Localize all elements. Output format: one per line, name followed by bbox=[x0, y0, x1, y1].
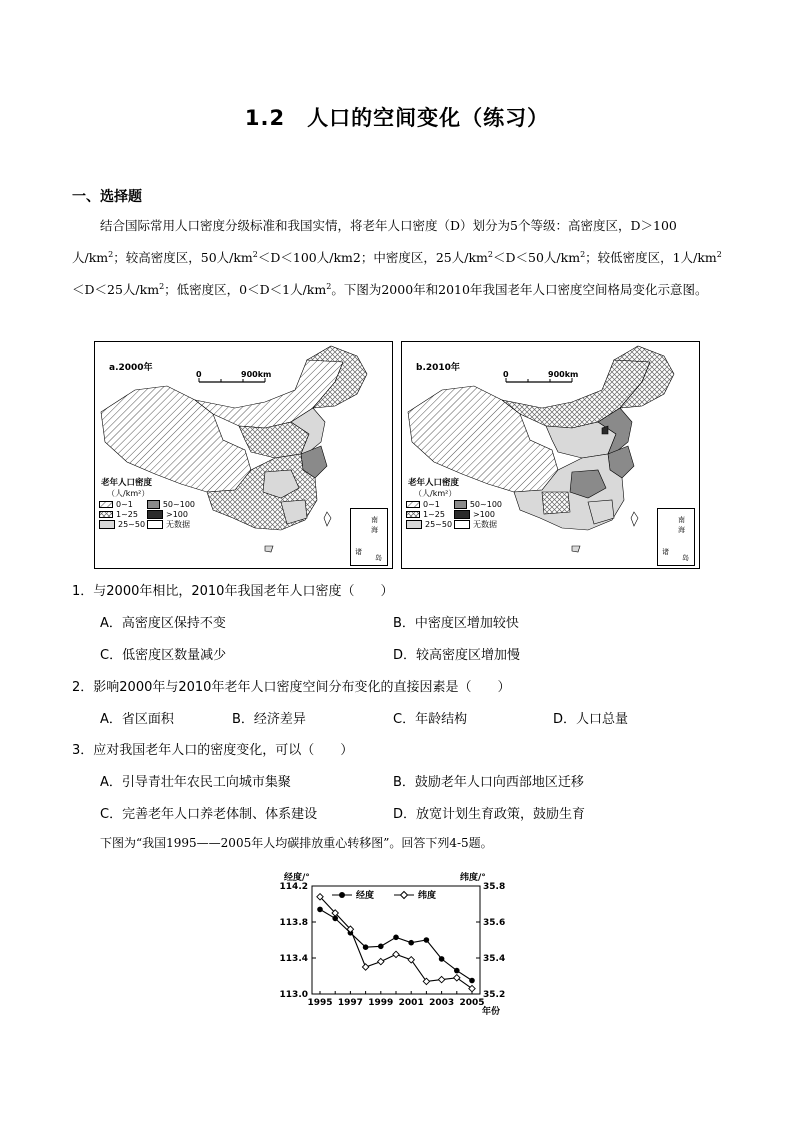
legend-swatch-white bbox=[147, 520, 163, 529]
legend-swatch-black bbox=[454, 510, 470, 519]
question-3-stem: 3．应对我国老年人口的密度变化，可以（ ） bbox=[72, 743, 354, 758]
data-point-filled bbox=[469, 978, 475, 984]
intro-sup-5: 2 bbox=[716, 249, 722, 259]
y-tick-label-left: 114.2 bbox=[279, 882, 308, 892]
legend-label: 无数据 bbox=[166, 519, 190, 529]
inset-label: 海 bbox=[371, 526, 378, 534]
intro-text-3: ＜D＜100人/km2；中密度区，25人/km bbox=[257, 250, 488, 265]
x-tick-label: 1995 bbox=[307, 998, 333, 1008]
legend-unit: （人/km²） bbox=[414, 489, 457, 498]
legend-label: 25~50 bbox=[118, 519, 146, 529]
legend-swatch-dark bbox=[454, 500, 467, 509]
y-tick-label-right: 35.6 bbox=[483, 918, 506, 928]
section-heading: 一、选择题 bbox=[72, 189, 142, 205]
map-2000-scale-zero: 0 bbox=[196, 370, 202, 379]
inset-label: 岛 bbox=[682, 554, 689, 562]
legend-swatch-white bbox=[454, 520, 470, 529]
x-tick-label: 2003 bbox=[429, 998, 455, 1008]
intro-sup-3: 2 bbox=[487, 249, 493, 259]
chart-legend bbox=[332, 889, 436, 901]
data-point-open bbox=[393, 951, 399, 957]
y-tick-label-right: 35.2 bbox=[483, 990, 506, 1000]
intro-sup-1: 2 bbox=[108, 249, 114, 259]
legend-row bbox=[99, 509, 195, 519]
map-2000-scale-max: 900km bbox=[241, 370, 272, 379]
data-point-filled bbox=[363, 944, 369, 950]
legend-row bbox=[99, 519, 195, 529]
legend-label: 50~100 bbox=[469, 499, 502, 509]
q3-option-a[interactable]: A．引导青壮年农民工向城市集聚 bbox=[100, 775, 291, 790]
y-axis-label-right: 纬度/° bbox=[460, 873, 486, 883]
data-point-filled bbox=[454, 968, 460, 974]
series-line-纬度 bbox=[320, 897, 472, 989]
legend-unit: （人/km²） bbox=[107, 489, 150, 498]
legend-label: 1~25 bbox=[423, 509, 445, 519]
y-tick-label-left: 113.4 bbox=[279, 954, 308, 964]
data-point-filled bbox=[317, 907, 323, 913]
legend-marker-open bbox=[401, 892, 408, 899]
x-tick-label: 2001 bbox=[398, 998, 424, 1008]
y-tick-label-right: 35.8 bbox=[483, 882, 506, 892]
intro-text-1: 结合国际常用人口密度分级标准和我国实情，将老年人口密度（D）划分为5个等级：高密度区，D＞100人/km bbox=[72, 218, 677, 265]
q2-option-b[interactable]: B．经济差异 bbox=[232, 712, 306, 727]
y-tick-label-right: 35.4 bbox=[483, 954, 506, 964]
q3-option-b[interactable]: B．鼓励老年人口向西部地区迁移 bbox=[393, 775, 584, 790]
south-china-sea-inset bbox=[657, 508, 695, 566]
intro-text-7: ；低密度区，0＜D＜1人/km bbox=[164, 282, 327, 297]
data-point-filled bbox=[393, 935, 399, 941]
q2-option-d[interactable]: D．人口总量 bbox=[553, 712, 629, 727]
question-2-stem: 2．影响2000年与2010年老年人口密度空间分布变化的直接因素是（ ） bbox=[72, 680, 511, 695]
intro-text-8: 。下图为2000年和2010年我国老年人口密度空间格局变化示意图。 bbox=[331, 282, 708, 297]
map-2010-scale-max: 900km bbox=[548, 370, 579, 379]
legend-label: 0~1 bbox=[423, 499, 440, 509]
intro-sup-4: 2 bbox=[580, 249, 586, 259]
map-2000 bbox=[94, 341, 393, 569]
legend-row bbox=[406, 519, 502, 529]
map-2010-legend bbox=[406, 476, 502, 529]
x-tick-label: 1997 bbox=[337, 998, 363, 1008]
q1-option-b[interactable]: B．中密度区增加较快 bbox=[393, 616, 519, 631]
legend-row bbox=[406, 509, 502, 519]
legend-swatch-cross bbox=[406, 511, 420, 518]
map-2010-scale-zero: 0 bbox=[503, 370, 509, 379]
q1-option-a[interactable]: A．高密度区保持不变 bbox=[100, 616, 226, 631]
inset-label: 岛 bbox=[375, 554, 382, 562]
y-tick-label-left: 113.8 bbox=[279, 918, 308, 928]
legend-label: 50~100 bbox=[162, 499, 195, 509]
legend-marker-filled bbox=[339, 892, 345, 898]
x-axis-label: 年份 bbox=[482, 1007, 501, 1017]
q1-option-c[interactable]: C．低密度区数量减少 bbox=[100, 648, 227, 663]
x-tick-label: 1999 bbox=[368, 998, 394, 1008]
data-point-filled bbox=[378, 944, 384, 950]
intro-text-5: ；较低密度区，1人/km bbox=[585, 250, 717, 265]
inset-label: 南 bbox=[371, 516, 378, 524]
intro-text-6: ＜D＜25人/km bbox=[72, 282, 160, 297]
x-tick-label: 2005 bbox=[459, 998, 485, 1008]
legend-label: >100 bbox=[166, 509, 188, 519]
data-point-open bbox=[362, 964, 368, 970]
legend-label: 25~50 bbox=[425, 519, 453, 529]
map-2010 bbox=[401, 341, 700, 569]
legend-swatch-cross bbox=[99, 511, 113, 518]
inset-label: 诸 bbox=[355, 548, 362, 556]
data-point-open bbox=[378, 958, 384, 964]
legend-swatch-black bbox=[147, 510, 163, 519]
q3-option-c[interactable]: C．完善老年人口养老体制、体系建设 bbox=[100, 807, 318, 822]
legend-swatch-hatch bbox=[99, 501, 113, 508]
intro-text-2: ；较高密度区，50人/km bbox=[113, 250, 253, 265]
legend-series-1: 纬度 bbox=[418, 891, 437, 901]
map-2000-label: a.2000年 bbox=[109, 363, 153, 373]
intro-paragraph bbox=[72, 210, 724, 306]
legend-swatch-hatch bbox=[406, 501, 420, 508]
intro-text-4: ＜D＜50人/km bbox=[493, 250, 581, 265]
q1-option-d[interactable]: D．较高密度区增加慢 bbox=[393, 648, 521, 663]
q3-option-d[interactable]: D．放宽计划生育政策，鼓励生育 bbox=[393, 807, 586, 822]
legend-title: 老年人口密度 bbox=[101, 478, 153, 488]
data-point-filled bbox=[424, 937, 430, 943]
series-layer bbox=[317, 894, 475, 992]
carbon-centroid-chart bbox=[270, 868, 520, 1018]
legend-row bbox=[406, 499, 502, 509]
legend-swatch-light bbox=[99, 520, 115, 529]
data-point-filled bbox=[439, 956, 445, 962]
intro-sup-6: 2 bbox=[159, 281, 165, 291]
y-axis-label-left: 经度/° bbox=[284, 873, 310, 883]
intro-sup-7: 2 bbox=[326, 281, 332, 291]
chart-intro: 下图为“我国1995——2005年人均碳排放重心转移图”。回答下列4-5题。 bbox=[100, 836, 493, 850]
inset-label: 南 bbox=[678, 516, 685, 524]
question-1-stem: 1．与2000年相比，2010年我国老年人口密度（ ） bbox=[72, 584, 394, 599]
y-tick-label-left: 113.0 bbox=[279, 990, 308, 1000]
legend-series-0: 经度 bbox=[356, 891, 375, 901]
data-point-open bbox=[438, 976, 444, 982]
inset-label: 诸 bbox=[662, 548, 669, 556]
legend-label: >100 bbox=[473, 509, 495, 519]
intro-sup-2: 2 bbox=[252, 249, 258, 259]
legend-label: 无数据 bbox=[473, 519, 497, 529]
legend-label: 1~25 bbox=[116, 509, 138, 519]
inset-label: 海 bbox=[678, 526, 685, 534]
legend-title: 老年人口密度 bbox=[408, 478, 460, 488]
legend-label: 0~1 bbox=[116, 499, 133, 509]
south-china-sea-inset bbox=[350, 508, 388, 566]
legend-swatch-light bbox=[406, 520, 422, 529]
q2-option-a[interactable]: A．省区面积 bbox=[100, 712, 174, 727]
map-2010-label: b.2010年 bbox=[416, 363, 460, 373]
data-point-filled bbox=[408, 940, 414, 946]
series-line-经度 bbox=[320, 909, 472, 980]
legend-row bbox=[99, 499, 195, 509]
q2-option-c[interactable]: C．年龄结构 bbox=[393, 712, 468, 727]
map-2000-legend bbox=[99, 476, 195, 529]
legend-swatch-dark bbox=[147, 500, 160, 509]
page-title: 1.2 人口的空间变化（练习） bbox=[244, 106, 550, 130]
